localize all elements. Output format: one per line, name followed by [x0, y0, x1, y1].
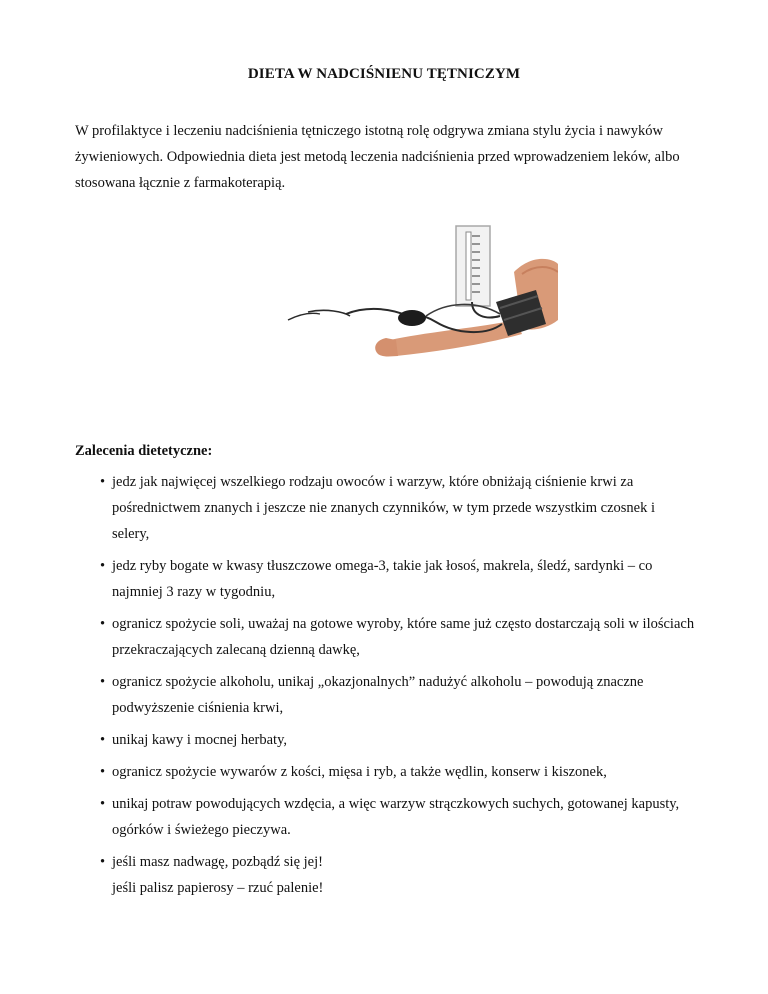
page-title: DIETA W NADCIŚNIENU TĘTNICZYM	[247, 66, 521, 82]
list-item-text: unikaj kawy i mocnej herbaty,	[112, 732, 288, 748]
list-item	[75, 469, 695, 547]
list-item	[75, 791, 695, 843]
list-item-text: jeśli masz nadwagę, pozbądź się jej!	[112, 854, 323, 870]
section-heading: Zalecenia dietetyczne:	[75, 443, 213, 459]
list-item-text: jedz jak najwięcej wszelkiego rodzaju owoców i warzyw, które obniżają ciśnienie krwi za pośrednictwem znanych i jeszcze nie znanych czynników, w tym przede wszystkim czosnek i selery,	[112, 474, 656, 542]
list-item	[75, 727, 695, 753]
bullet: •	[100, 674, 106, 690]
list-item-extra-line: jeśli palisz papierosy – rzuć palenie!	[112, 880, 324, 896]
recommendations-list	[75, 469, 695, 907]
list-item	[75, 553, 695, 605]
intro-paragraph: W profilaktyce i leczeniu nadciśnienia tętniczego istotną rolę odgrywa zmiana stylu życia i nawyków żywieniowych. Odpowiednia dieta jest metodą leczenia nadciśnienia przed wprowadzeniem leków, albo stosowana łącznie z farmakoterapią.	[75, 123, 680, 191]
blood-pressure-monitor-illustration	[286, 224, 558, 370]
list-item	[75, 759, 695, 785]
bullet: •	[100, 616, 106, 632]
list-item	[75, 611, 695, 663]
bullet: •	[100, 796, 106, 812]
list-item-text: unikaj potraw powodujących wzdęcia, a więc warzyw strączkowych suchych, gotowanej kapusty, ogórków i świeżego pieczywa.	[112, 796, 680, 838]
bullet: •	[100, 732, 106, 748]
bullet: •	[100, 854, 106, 870]
list-item	[75, 849, 695, 901]
list-item-text: ogranicz spożycie wywarów z kości, mięsa i ryb, a także wędlin, konserw i kiszonek,	[112, 764, 607, 780]
bullet: •	[100, 764, 106, 780]
list-item-text: ogranicz spożycie soli, uważaj na gotowe wyroby, które same już często dostarczają soli w ilościach przekraczających zalecaną dzienną dawkę,	[112, 616, 695, 658]
blood-pressure-illustration-svg	[286, 224, 558, 370]
bullet: •	[100, 558, 106, 574]
list-item	[75, 669, 695, 721]
list-item-text: jedz ryby bogate w kwasy tłuszczowe omega-3, takie jak łosoś, makrela, śledź, sardynki – co najmniej 3 razy w tygodniu,	[112, 558, 653, 600]
bullet: •	[100, 474, 106, 490]
list-item-text: ogranicz spożycie alkoholu, unikaj „okazjonalnych” nadużyć alkoholu – powodują znaczne podwyższenie ciśnienia krwi,	[112, 674, 644, 716]
